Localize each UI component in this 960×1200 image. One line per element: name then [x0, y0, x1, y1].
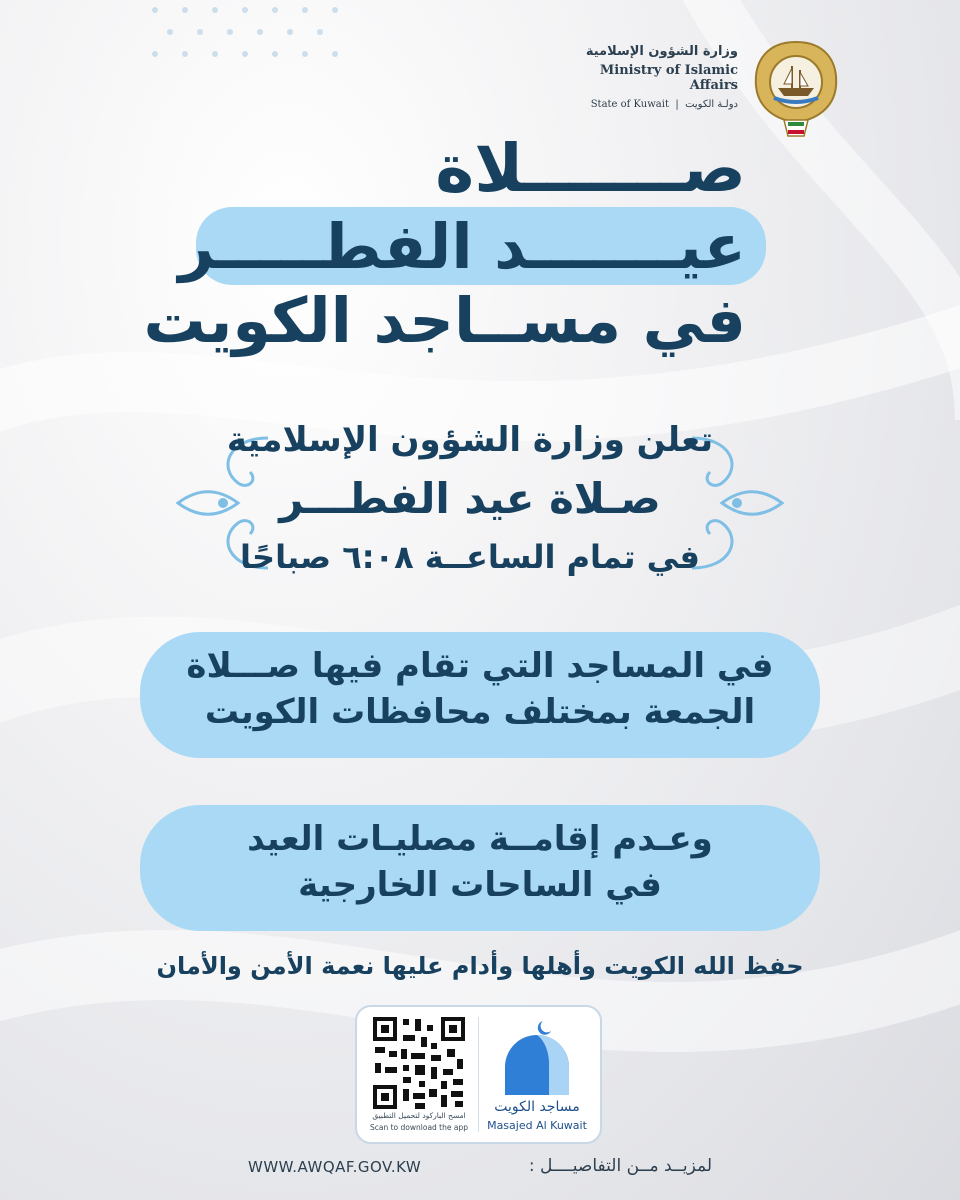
no-outdoor-prayer-box: [140, 805, 820, 931]
card-divider: [478, 1017, 479, 1132]
mosques-info-line-1: في المساجد التي تقام فيها صـــلاة: [186, 646, 774, 686]
announcement-ministry: تعلن وزارة الشؤون الإسلامية: [226, 420, 714, 460]
ministry-name-arabic: وزارة الشؤون الإسلامية: [585, 44, 738, 59]
app-name-english: Masajed Al Kuwait: [487, 1119, 587, 1132]
state-arabic: دولـة الكويت: [685, 99, 738, 110]
qr-code-icon[interactable]: [371, 1015, 467, 1111]
kuwait-emblem-icon: [748, 36, 844, 140]
announcement-time: في تمام الساعــة ٦:٠٨ صباحًا: [240, 538, 700, 576]
more-details-label: لمزيــد مــن التفاصيــــل :: [528, 1156, 712, 1176]
state-label: State of Kuwait | دولـة الكويت: [590, 99, 738, 110]
no-outdoor-line-1: وعـدم إقامــة مصليـات العيد: [247, 819, 713, 859]
footer: [240, 1152, 720, 1182]
qr-caption-english: Scan to download the app: [370, 1123, 468, 1132]
state-english: State of Kuwait: [590, 99, 669, 110]
headline-eid-al-fitr: عيـــــــد الفطـــــر: [178, 210, 746, 283]
ministry-name-english: Ministry of Islamic Affairs: [599, 63, 738, 93]
headline-prayer: صـــــــلاة: [435, 130, 746, 207]
no-outdoor-line-2: في الساحات الخارجية: [298, 865, 662, 905]
mosques-info-line-2: الجمعة بمختلف محافظات الكويت: [204, 692, 756, 732]
headline-kuwait-mosques: في مســاجد الكويت: [143, 284, 746, 357]
mosques-info-box: [140, 632, 820, 758]
website-link[interactable]: WWW.AWQAF.GOV.KW: [248, 1158, 422, 1176]
qr-caption-arabic: امسح الباركود لتحميل التطبيق: [372, 1111, 466, 1120]
closing-prayer: حفظ الله الكويت وأهلها وأدام عليها نعمة الأمن والأمان: [156, 952, 804, 980]
decorative-pattern: [140, 0, 350, 75]
announcement-eid-prayer: صـلاة عيد الفطـــر: [279, 474, 661, 523]
app-name-arabic: مساجد الكويت: [494, 1099, 580, 1115]
app-download-card[interactable]: [355, 1005, 602, 1144]
masajed-app-logo-icon: [485, 1015, 589, 1101]
ministry-header: [560, 44, 738, 110]
